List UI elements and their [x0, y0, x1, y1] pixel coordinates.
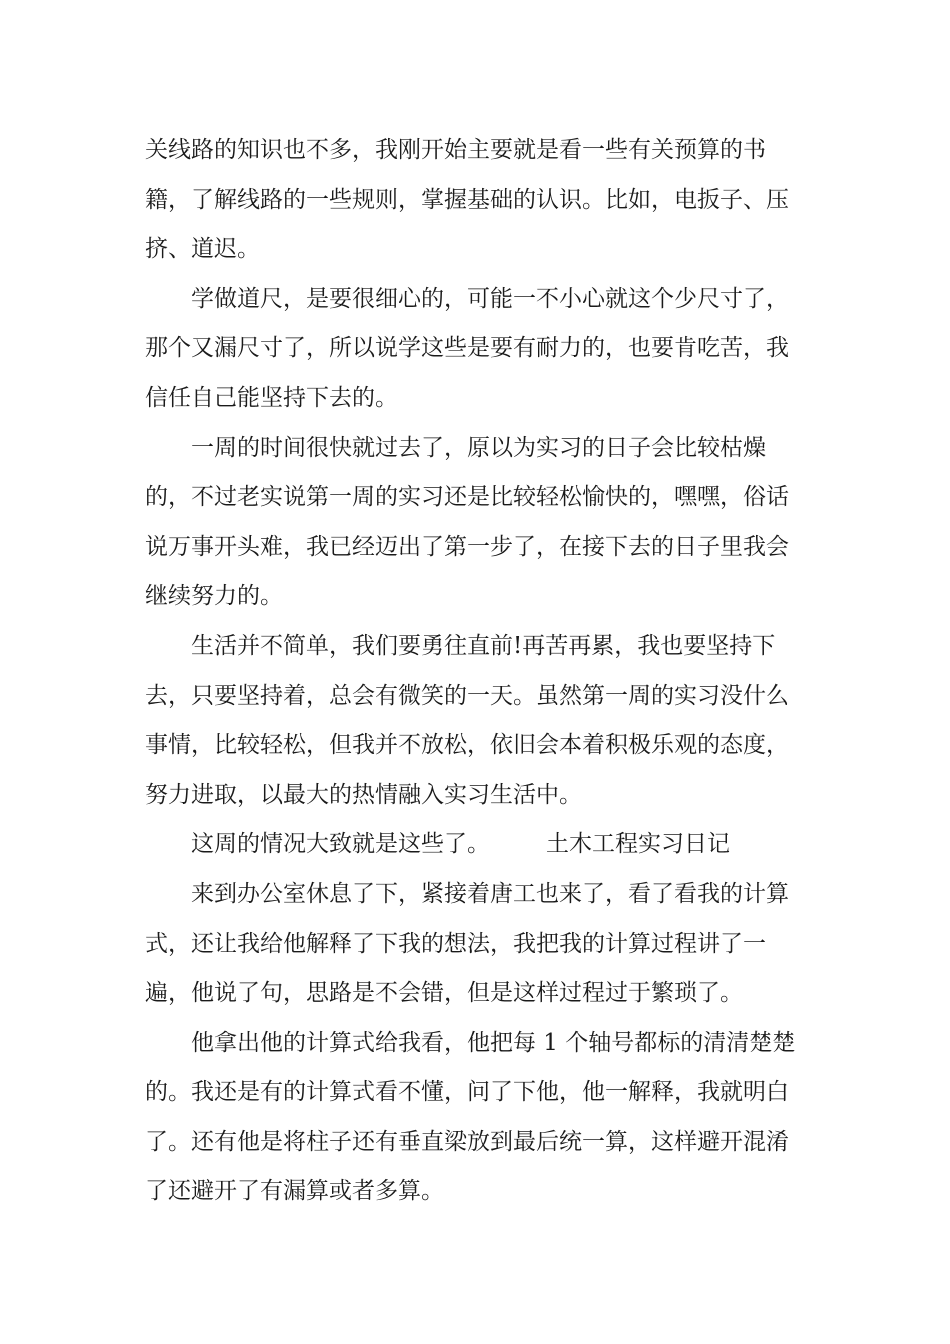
paragraph-1: 关线路的知识也不多，我刚开始主要就是看一些有关预算的书籍，了解线路的一些规则，掌握基础的认识。比如，电扳子、压挤、道迟。: [145, 137, 789, 263]
paragraph-6: 他拿出他的计算式给我看，他把每 1 个轴号都标的清清楚楚的。我还是有的计算式看不懂，问了下他，他一解释，我就明白了。还有他是将柱子还有垂直梁放到最后统一算，这样避开混淆了还避开了有漏算或者多算。: [145, 1029, 796, 1205]
closing-and-title-line: [145, 820, 810, 870]
paragraph-3: 一周的时间很快就过去了，原以为实习的日子会比较枯燥的，不过老实说第一周的实习还是比较轻松愉快的，嘿嘿，俗话说万事开头难，我已经迈出了第一步了，在接下去的日子里我会继续努力的。: [145, 434, 789, 610]
closing-line: 这周的情况大致就是这些了。: [191, 831, 490, 858]
paragraph-5: 来到办公室休息了下，紧接着唐工也来了，看了看我的计算式，还让我给他解释了下我的想法，我把我的计算过程讲了一遍，他说了句，思路是不会错，但是这样过程过于繁琐了。: [145, 880, 789, 1007]
paragraph-4: 生活并不简单，我们要勇往直前!再苦再累，我也要坚持下去，只要坚持着，总会有微笑的一天。虽然第一周的实习没什么事情，比较轻松，但我并不放松，依旧会本着积极乐观的态度，努力进取，以最大的热情融入实习生活中。: [145, 632, 789, 808]
document-body: [145, 126, 810, 1217]
paragraph-2: 学做道尺，是要很细心的，可能一不小心就这个少尺寸了，那个又漏尺寸了，所以说学这些是要有耐力的，也要肯吃苦，我信任自己能坚持下去的。: [145, 285, 789, 411]
section-title: 土木工程实习日记: [546, 831, 730, 858]
